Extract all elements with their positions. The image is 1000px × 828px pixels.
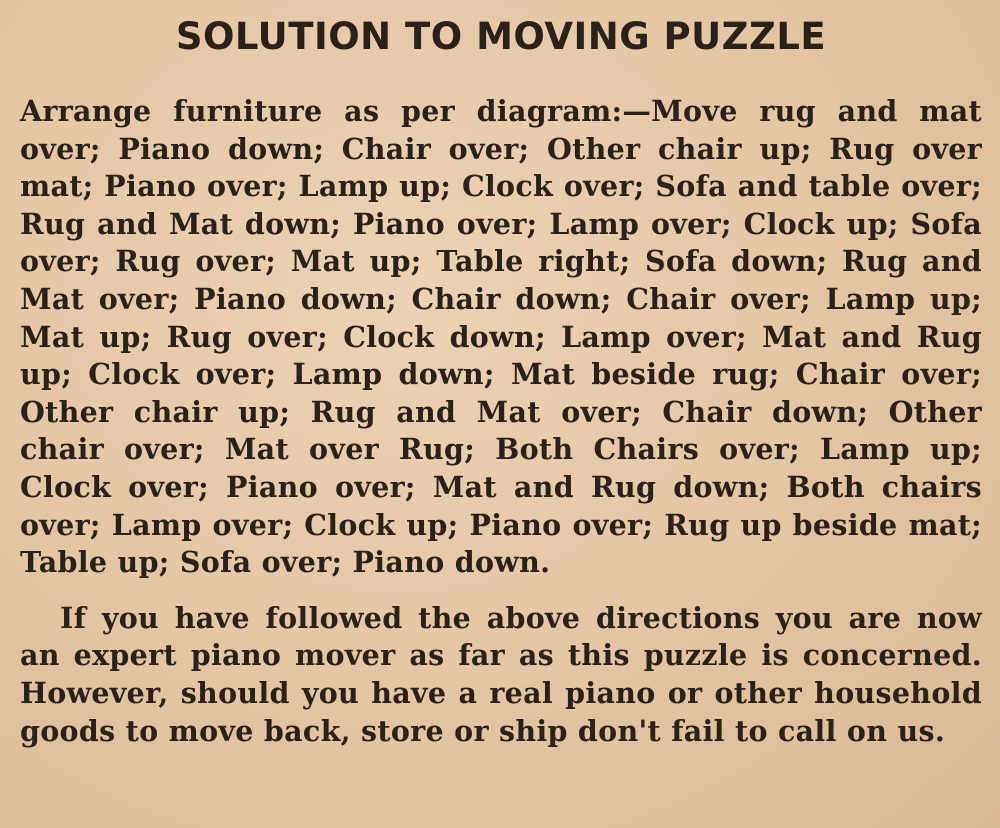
closing-paragraph: If you have followed the above directions you are now an expert piano mover as far as this puzzle is concerned. However, should you have a real piano or other household goods to move back, store or ship don't fail to call on us. bbox=[20, 600, 982, 748]
document-title: SOLUTION TO MOVING PUZZLE bbox=[175, 15, 827, 58]
solution-paragraph: Arrange furniture as per diagram:—Move rug and mat over; Piano down; Chair over; Other chair up; Rug over mat; Piano over; Lamp up; Clock over; Sofa and table over; Rug and Mat down; Piano over; Lamp over; Clock up; Sofa over; Rug over; Mat up; Table right; Sofa down; Rug and Mat over; Piano down; Chair down; Chair over; Lamp up; Mat up; Rug over; Clock down; Lamp over; Mat and Rug up; Clock over; Lamp down; Mat beside rug; Chair over; Other chair up; Rug and Mat over; Chair down; Other chair over; Mat over Rug; Both Chairs over; Lamp up; Clock over; Piano over; Mat and Rug down; Both chairs over; Lamp over; Clock up; Piano over; Rug up beside mat; Table up; Sofa over; Piano down. bbox=[20, 94, 982, 580]
